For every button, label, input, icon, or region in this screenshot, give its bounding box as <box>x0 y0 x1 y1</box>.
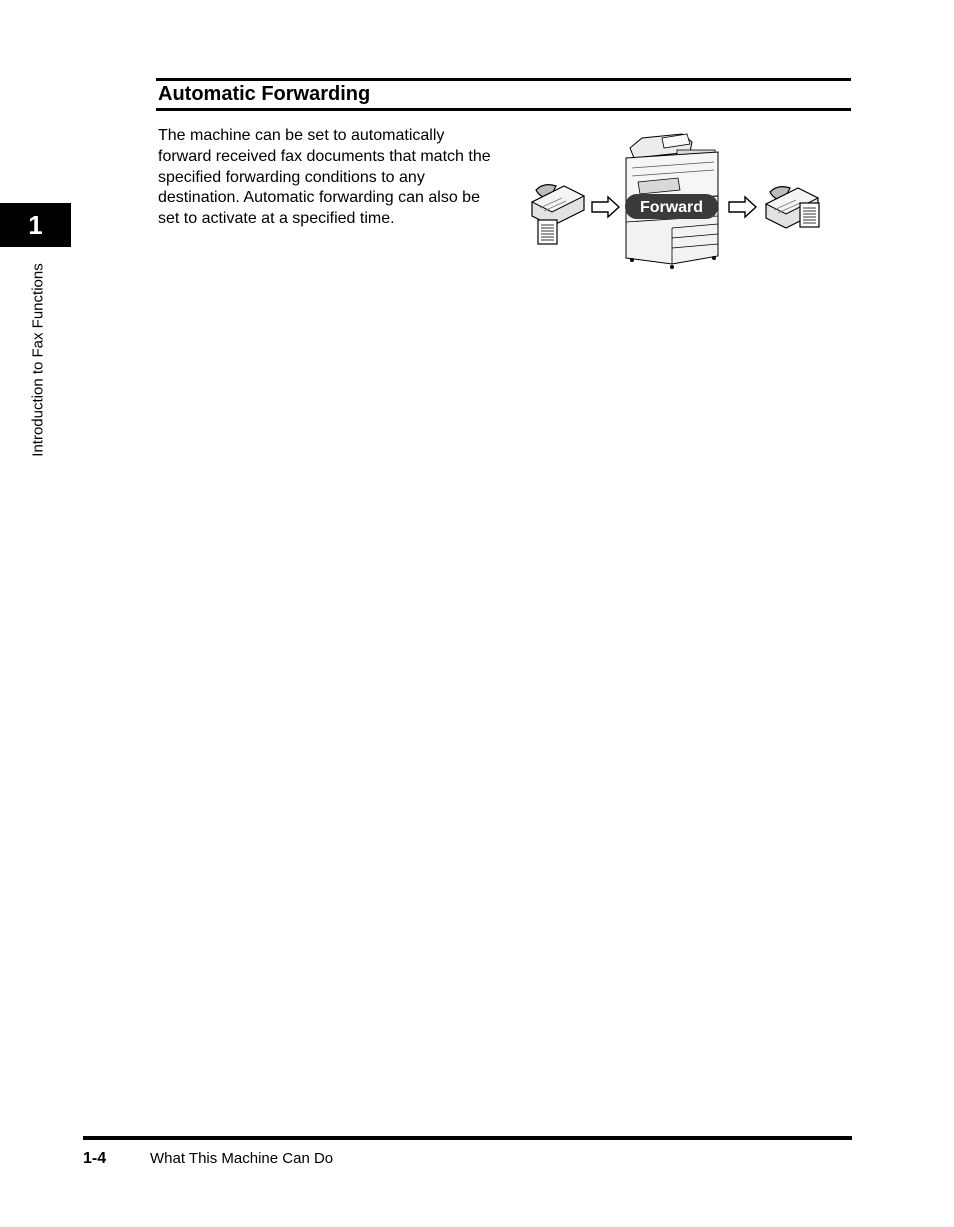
section-body: The machine can be set to automatically forward received fax documents that match the specified forwarding conditions to any destination. Automatic forwarding can also be set to activate at a specified time. <box>158 127 491 228</box>
forwarding-illustration <box>522 128 832 273</box>
arrow-right-icon <box>592 197 619 217</box>
section-title-rule <box>156 108 851 111</box>
section-top-rule <box>156 78 851 81</box>
page-number: 1-4 <box>83 1150 107 1167</box>
document-icon <box>800 203 819 227</box>
section-title: Automatic Forwarding <box>158 83 371 105</box>
footer-rule <box>83 1136 852 1140</box>
footer-title: What This Machine Can Do <box>150 1150 334 1167</box>
forward-badge-label: Forward <box>639 199 704 216</box>
chapter-side-label: Introduction to Fax Functions <box>29 263 47 457</box>
arrow-right-icon <box>729 197 756 217</box>
document-icon <box>538 220 557 244</box>
side-label-container <box>28 248 48 472</box>
chapter-tab: 1 <box>0 203 71 247</box>
